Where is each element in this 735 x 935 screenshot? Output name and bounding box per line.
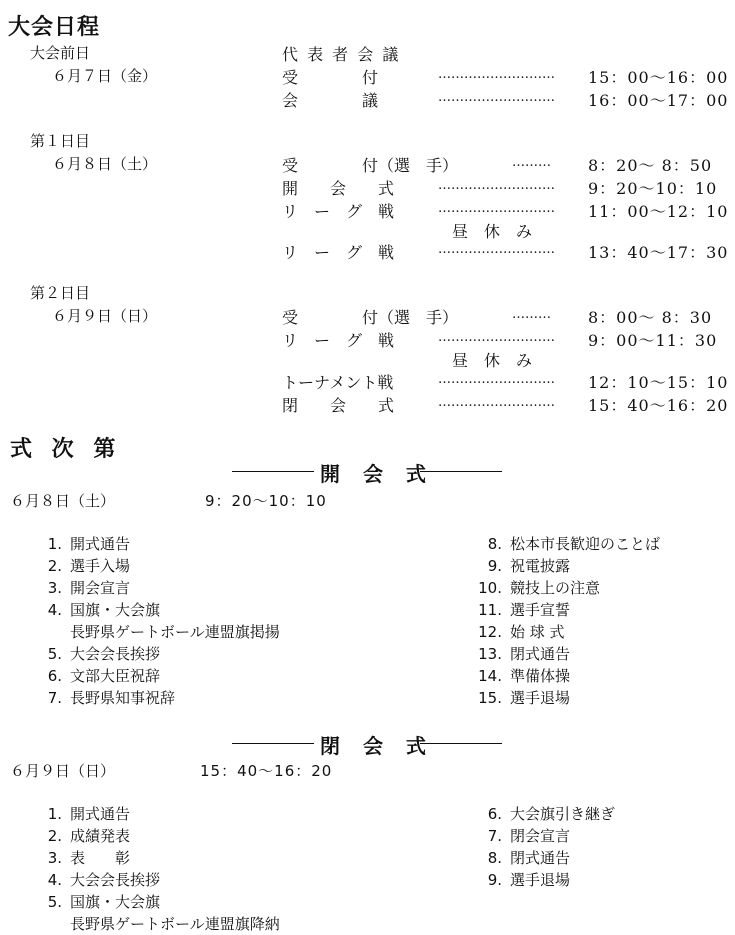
schedule-time: 15：00〜16：00 [588,68,729,87]
list-item: 10. 競技上の注意 [478,579,601,597]
list-item: 1. 開式通告 [47,535,131,553]
leader-dots: ……………………… [438,201,555,216]
list-item: 8. 閉式通告 [487,849,571,867]
list-item: 12. 始 球 式 [478,623,565,641]
schedule-title: 大会日程 [8,15,101,40]
schedule-time: 16：00〜17：00 [588,91,729,110]
heading-rule-right [420,743,502,744]
heading-rule-left [232,743,314,744]
opening-time: 9：20〜10：10 [205,492,327,510]
list-item: 4. 国旗・大会旗 [47,601,161,619]
schedule-time: 15：40〜16：20 [588,396,729,415]
schedule-time: 13：40〜17：30 [588,243,729,262]
leader-dots: ……………………… [438,330,555,345]
opening-left-list [22,533,280,709]
list-item: 11. 選手宣誓 [478,601,571,619]
schedule-time: 8：20〜 8：50 [588,156,713,175]
list-item: 7. 閉会宣言 [487,827,571,845]
schedule-event: 受 付 [282,68,379,87]
closing-time: 15：40〜16：20 [200,762,333,780]
schedule-time: 9：20〜10：10 [588,179,718,198]
list-item: 3. 開会宣言 [47,579,131,597]
list-item: 5. 国旗・大会旗 [47,893,161,911]
schedule-event: 受 付（選 手） [282,156,459,175]
day-date: ６月９日（日） [52,307,158,325]
heading-rule-right [420,471,502,472]
list-item: 4. 大会会長挨拶 [47,871,161,889]
leader-dots: ……………………… [438,372,555,387]
leader-dots: ……………………… [438,90,555,105]
schedule-time: 8：00〜 8：30 [588,308,713,327]
schedule-event: リ ー グ 戦 [282,243,395,262]
schedule-time: 11：00〜12：10 [588,202,729,221]
opening-date: ６月８日（土） [10,492,116,510]
list-item: 7. 長野県知事祝辞 [47,689,176,707]
list-item: 2. 成績発表 [47,827,131,845]
leader-dots: ……………………… [438,242,555,257]
schedule-event: 代 表 者 会 議 [282,45,401,64]
list-item: 15. 選手退場 [478,689,571,707]
schedule-event: トーナメント戦 [282,373,394,392]
list-item: 6. 大会旗引き継ぎ [487,805,616,823]
closing-right-list [462,803,615,891]
opening-heading: 開 会 式 [320,462,434,486]
leader-dots: ……………………… [438,395,555,410]
list-item: 長野県ゲートボール連盟旗降納 [70,915,280,933]
day-label: 第２日目 [30,284,91,302]
closing-date: ６月９日（日） [10,762,116,780]
list-item: 5. 大会会長挨拶 [47,645,161,663]
leader-dots: ……… [512,155,551,170]
schedule-time: 9：00〜11：30 [588,331,718,350]
lunch-break: 昼 休 み [452,222,533,241]
list-item: 8. 松本市長歓迎のことば [487,535,661,553]
list-item: 2. 選手入場 [47,557,131,575]
list-item: 1. 開式通告 [47,805,131,823]
list-item: 9. 祝電披露 [487,557,571,575]
day-date: ６月７日（金） [52,67,158,85]
program-title: 式 次 第 [10,437,122,462]
lunch-break: 昼 休 み [452,351,533,370]
schedule-event: 開 会 式 [282,179,395,198]
list-item: 14. 準備体操 [478,667,571,685]
list-item: 3. 表 彰 [47,849,131,867]
leader-dots: ……………………… [438,178,555,193]
list-item: 6. 文部大臣祝辞 [47,667,161,685]
leader-dots: ……… [512,307,551,322]
list-item: 13. 閉式通告 [478,645,571,663]
heading-rule-left [232,471,314,472]
day-label: 第１日目 [30,132,91,150]
closing-heading: 閉 会 式 [320,734,434,758]
day-date: ６月８日（土） [52,155,158,173]
schedule-event: リ ー グ 戦 [282,202,395,221]
schedule-event: 閉 会 式 [282,396,395,415]
schedule-time: 12：10〜15：10 [588,373,729,392]
leader-dots: ……………………… [438,67,555,82]
list-item: 長野県ゲートボール連盟旗掲揚 [70,623,280,641]
list-item: 9. 選手退場 [487,871,571,889]
schedule-event: 会 議 [282,91,379,110]
schedule-event: リ ー グ 戦 [282,331,395,350]
day-label: 大会前日 [30,44,91,62]
opening-right-list [462,533,660,709]
closing-left-list [22,803,280,935]
schedule-event: 受 付（選 手） [282,308,459,327]
